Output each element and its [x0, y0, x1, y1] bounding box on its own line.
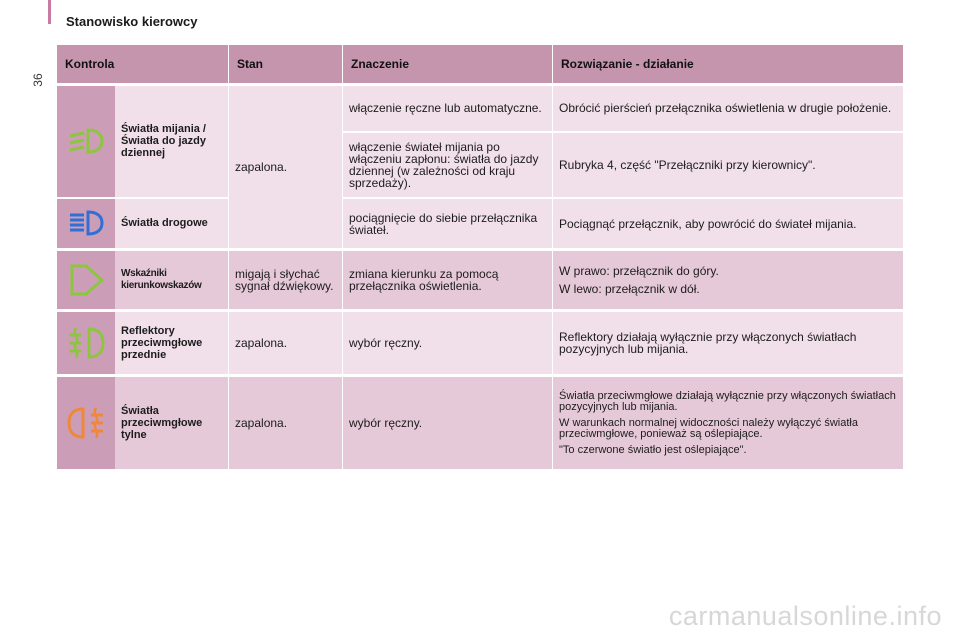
- front-fog-name: Reflektory przeciwmgłowe przednie: [115, 312, 229, 374]
- low-beam-meaning-1: włączenie ręczne lub automatyczne.: [343, 86, 552, 131]
- rear-fog-meaning: wybór ręczny.: [343, 377, 553, 469]
- col-header-meaning: Znaczenie: [343, 45, 553, 83]
- low-beam-meaning-2: włączenie świateł mijania po włączeniu zapłonu: światła do jazdy dziennej (w zależności od kraju sprzedaży).: [343, 131, 552, 197]
- col-header-control: Kontrola: [57, 45, 229, 83]
- low-beam-state: zapalona.: [229, 86, 343, 248]
- side-accent-bar: [48, 0, 51, 24]
- col-header-state: Stan: [229, 45, 343, 83]
- indicator-action-left: W lewo: przełącznik w dół.: [559, 282, 700, 296]
- front-fog-action: Reflektory działają wyłącznie przy włączonych światłach pozycyjnych lub mijania.: [553, 312, 903, 374]
- low-beam-action-1: Obrócić pierścień przełącznika oświetlenia w drugie położenie.: [553, 86, 903, 131]
- indicator-name: Wskaźniki kierunkowskazów: [115, 251, 229, 309]
- front-fog-icon: [63, 324, 109, 362]
- turn-indicator-icon: [66, 260, 106, 300]
- low-beam-icon-cell: [57, 86, 115, 197]
- low-beam-name: Światła mijania / Światła do jazdy dziennej: [115, 86, 228, 197]
- indicator-meaning: zmiana kierunku za pomocą przełącznika oświetlenia.: [343, 251, 553, 309]
- rear-fog-action-2: W warunkach normalnej widoczności należy wyłączyć światła przeciwmgłowe, ponieważ są oślepiające.: [559, 416, 858, 440]
- indicator-icon-cell: [57, 251, 115, 309]
- front-fog-icon-cell: [57, 312, 115, 374]
- rear-fog-action-3: "To czerwone światło jest oślepiające".: [559, 443, 747, 456]
- rear-fog-icon: [63, 404, 109, 442]
- front-fog-meaning: wybór ręczny.: [343, 312, 553, 374]
- watermark: carmanualsonline.info: [668, 601, 942, 631]
- front-fog-state: zapalona.: [229, 312, 343, 374]
- warning-lights-table: [57, 45, 903, 469]
- table-row-front-fog: [57, 312, 903, 374]
- high-beam-action: Pociągnąć przełącznik, aby powrócić do świateł mijania.: [553, 197, 903, 248]
- rear-fog-action-1: Światła przeciwmgłowe działają wyłącznie przy włączonych światłach pozycyjnych lub mijania.: [559, 389, 896, 413]
- high-beam-icon-cell: [57, 197, 115, 248]
- low-beam-action-2: Rubryka 4, część "Przełączniki przy kierownicy".: [553, 131, 903, 197]
- col-header-action: Rozwiązanie - działanie: [561, 57, 694, 71]
- table-row-indicators: [57, 251, 903, 309]
- high-beam-name: Światła drogowe: [115, 197, 228, 248]
- rear-fog-state: zapalona.: [229, 377, 343, 469]
- table-row-rear-fog: [57, 377, 903, 469]
- high-beam-meaning: pociągnięcie do siebie przełącznika świateł.: [343, 197, 552, 248]
- page-number: 36: [31, 73, 45, 87]
- low-beam-drl-icon: [64, 126, 108, 156]
- rear-fog-icon-cell: [57, 377, 115, 469]
- indicator-action-right: W prawo: przełącznik do góry.: [559, 264, 719, 278]
- table-header: [57, 45, 903, 83]
- indicator-state: migają i słychać sygnał dźwiękowy.: [229, 251, 343, 309]
- rear-fog-name: Światła przeciwmgłowe tylne: [115, 377, 229, 469]
- high-beam-icon: [64, 209, 108, 237]
- table-row-beams: [57, 86, 903, 248]
- section-title: Stanowisko kierowcy: [66, 14, 198, 29]
